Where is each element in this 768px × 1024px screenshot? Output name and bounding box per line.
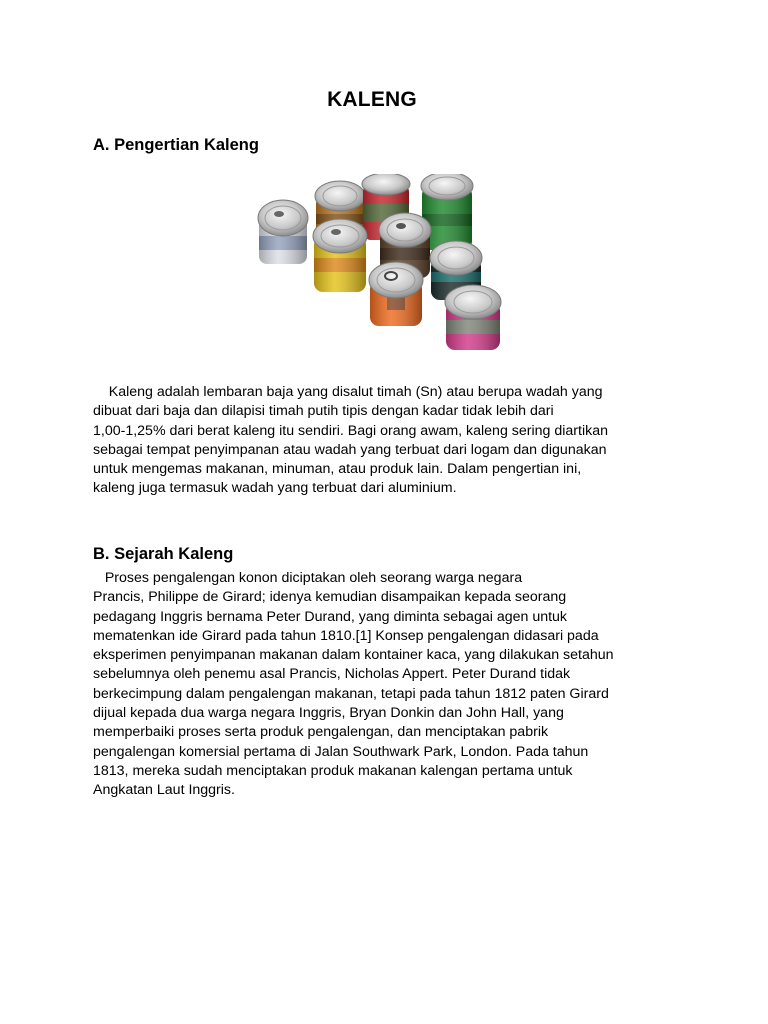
paragraph-line: mematenkan ide Girard pada tahun 1810.[1] Konsep pengalengan didasari pada xyxy=(93,627,599,644)
paragraph-line: Prancis, Philippe de Girard; idenya kemudian disampaikan kepada seorang xyxy=(93,589,567,606)
paragraph-line: pengalengan komersial pertama di Jalan Southwark Park, London. Pada tahun xyxy=(93,743,589,760)
paragraph-line: pedagang Inggris bernama Peter Durand, yang diminta sebagai agen untuk xyxy=(93,608,568,625)
can-white xyxy=(258,200,308,264)
paragraph-sejarah xyxy=(93,569,614,801)
cans-photo xyxy=(241,174,535,354)
paragraph-line: kaleng juga termasuk wadah yang terbuat dari aluminium. xyxy=(93,480,457,497)
paragraph-line: Angkatan Laut Inggris. xyxy=(93,782,235,799)
can-pink xyxy=(445,285,501,350)
paragraph-line: berkecimpung dalam pengalengan makanan, tetapi pada tahun 1812 paten Girard xyxy=(93,685,609,702)
section-heading-sejarah: B. Sejarah Kaleng xyxy=(93,545,234,563)
paragraph-line: Proses pengalengan konon diciptakan oleh seorang warga negara xyxy=(93,570,523,586)
paragraph-line: dijual kepada dua warga negara Inggris, Bryan Donkin dan John Hall, yang xyxy=(93,705,564,722)
paragraph-line: eksperimen penyimpanan makanan dalam kontainer kaca, yang dilakukan setahun xyxy=(93,647,614,664)
paragraph-line: 1813, mereka sudah menciptakan produk makanan kalengan pertama untuk xyxy=(93,762,573,779)
paragraph-pengertian xyxy=(93,383,608,499)
can-yellow xyxy=(313,219,367,292)
can-orange xyxy=(369,262,423,326)
paragraph-line: memperbaiki proses serta produk pengalengan, dan menciptakan pabrik xyxy=(93,724,549,741)
paragraph-line: sebagai tempat penyimpanan atau wadah yang terbuat dari logam dan digunakan xyxy=(93,441,607,458)
paragraph-line: untuk mengemas makanan, minuman, atau produk lain. Dalam pengertian ini, xyxy=(93,461,582,478)
page-title: KALENG xyxy=(327,88,417,111)
paragraph-line: dibuat dari baja dan dilapisi timah putih tipis dengan kadar tidak lebih dari xyxy=(93,403,554,420)
paragraph-line: 1,00-1,25% dari berat kaleng itu sendiri. Bagi orang awam, kaleng sering diartikan xyxy=(93,422,608,439)
paragraph-line: sebelumnya oleh penemu asal Prancis, Nicholas Appert. Peter Durand tidak xyxy=(93,666,571,683)
paragraph-line: Kaleng adalah lembaran baja yang disalut timah (Sn) atau berupa wadah yang xyxy=(93,384,603,400)
section-heading-pengertian: A. Pengertian Kaleng xyxy=(93,136,259,154)
